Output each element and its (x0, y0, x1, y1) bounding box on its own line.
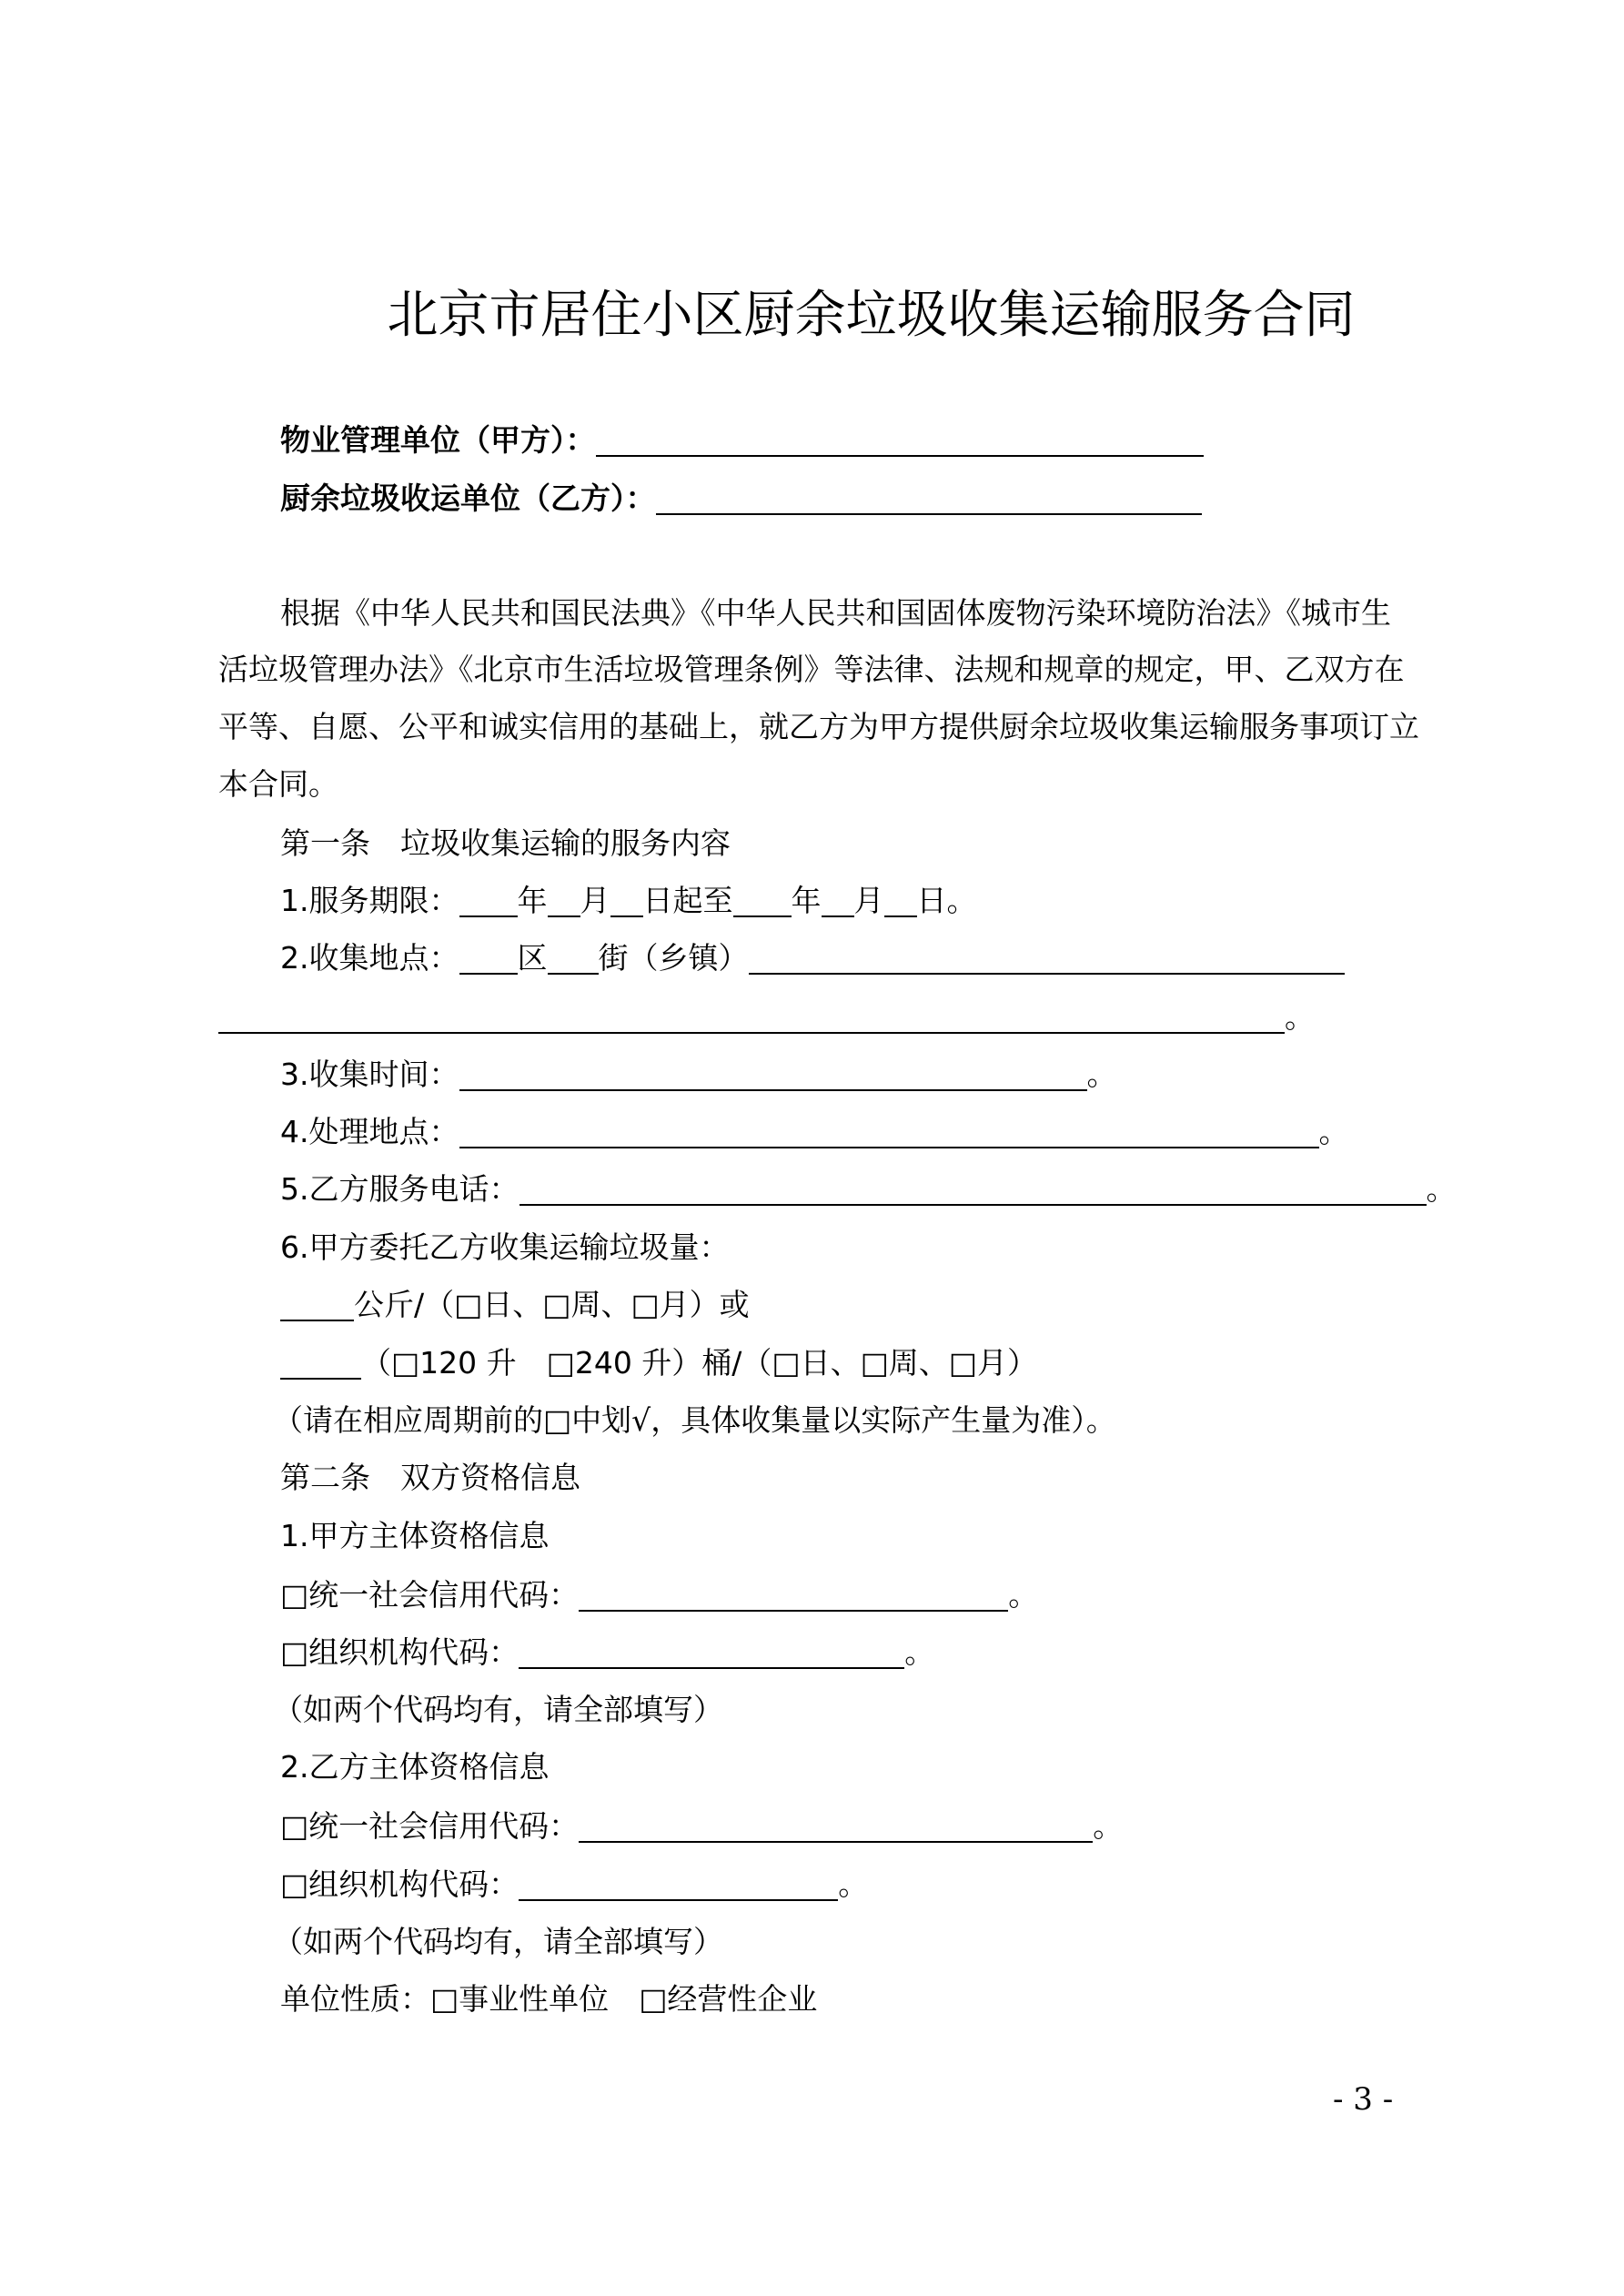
blank[interactable] (579, 1579, 1008, 1612)
label: 公斤/（□日、□周、□月）或 (354, 1287, 750, 1322)
preamble-line: 平等、自愿、公平和诚实信用的基础上，就乙方为甲方提供厨余垃圾收集运输服务事项订立 (218, 709, 1419, 744)
label: 。 (904, 1634, 935, 1670)
label: 单位性质： (280, 1981, 430, 2017)
party-a-note: （如两个代码均有，请全部填写） (273, 1692, 723, 1727)
blank[interactable] (519, 1173, 1427, 1206)
label: 3.收集时间： (280, 1057, 459, 1092)
label: 1.服务期限： (280, 883, 459, 918)
label: 日起至 (642, 883, 733, 918)
blank[interactable] (280, 1347, 361, 1380)
blank[interactable] (749, 942, 1345, 975)
party-b-blank[interactable] (656, 482, 1202, 515)
blank[interactable] (459, 1058, 1087, 1091)
label: 。 (1008, 1577, 1039, 1613)
label: 月 (853, 883, 884, 918)
party-b-field (280, 479, 1202, 519)
label: □统一社会信用代码： (280, 1577, 580, 1613)
blank[interactable] (459, 885, 518, 917)
blank[interactable] (733, 885, 792, 917)
blank[interactable] (519, 1868, 838, 1901)
service-period (280, 881, 977, 921)
blank[interactable] (280, 1289, 354, 1321)
party-b-note: （如两个代码均有，请全部填写） (273, 1924, 723, 1959)
label: 日。 (916, 883, 977, 918)
label: 年 (517, 883, 548, 918)
label: （□120 升 □240 升）桶/（□日、□周、□月） (361, 1345, 1037, 1381)
preamble-line: 根据《中华人民共和国民法典》《中华人民共和国固体废物污染环境防治法》《城市生 (280, 595, 1391, 631)
party-b-org-code (280, 1865, 868, 1905)
preamble-line: 本合同。 (218, 766, 338, 802)
waste-kg (280, 1285, 750, 1325)
waste-bucket (280, 1343, 1037, 1383)
collection-location (280, 938, 1345, 978)
article-1-heading: 第一条 垃圾收集运输的服务内容 (280, 825, 731, 861)
page-number: - 3 - (1333, 2081, 1394, 2118)
label: □组织机构代码： (280, 1634, 519, 1670)
preamble-line: 活垃圾管理办法》《北京市生活垃圾管理条例》等法律、法规和规章的规定，甲、乙双方在 (218, 652, 1405, 687)
party-a-credit-code (280, 1575, 1038, 1615)
label: 。 (1318, 1114, 1349, 1149)
party-b-info-heading: 2.乙方主体资格信息 (280, 1749, 550, 1785)
label: 年 (791, 883, 822, 918)
blank[interactable] (579, 1810, 1093, 1843)
party-b-credit-code (280, 1806, 1123, 1846)
blank[interactable] (548, 942, 599, 975)
service-phone (280, 1169, 1457, 1209)
blank[interactable] (822, 885, 854, 917)
blank[interactable] (459, 942, 518, 975)
label: □统一社会信用代码： (280, 1808, 580, 1844)
label: 。 (1093, 1808, 1124, 1844)
article-2-heading: 第二条 双方资格信息 (280, 1460, 580, 1495)
label: 街（乡镇） (598, 940, 749, 976)
label: □组织机构代码： (280, 1866, 519, 1902)
label: 。 (838, 1866, 869, 1902)
collection-location-cont (218, 997, 1315, 1037)
blank[interactable] (218, 1001, 1285, 1034)
collection-time (280, 1055, 1117, 1095)
blank[interactable] (459, 1116, 1319, 1148)
party-a-info-heading: 1.甲方主体资格信息 (280, 1518, 550, 1553)
page-title: 北京市居住小区厨余垃圾收集运输服务合同 (387, 286, 1356, 345)
party-a-blank[interactable] (596, 424, 1204, 457)
party-a-org-code (280, 1633, 934, 1673)
label: 月 (580, 883, 610, 918)
blank[interactable] (884, 885, 917, 917)
option-public-institution[interactable]: □事业性单位 (430, 1981, 610, 2017)
party-b-label: 厨余垃圾收运单位（乙方）： (280, 480, 656, 516)
blank[interactable] (548, 885, 580, 917)
disposal-location (280, 1112, 1349, 1152)
label: 。 (1426, 1171, 1457, 1207)
party-a-label: 物业管理单位（甲方）： (280, 422, 596, 458)
waste-note: （请在相应周期前的□中划√，具体收集量以实际产生量为准）。 (273, 1402, 1116, 1438)
label: 。 (1086, 1057, 1117, 1092)
blank[interactable] (610, 885, 643, 917)
label: 2.收集地点： (280, 940, 459, 976)
label: 5.乙方服务电话： (280, 1171, 519, 1207)
unit-nature (280, 1979, 817, 2019)
label: 区 (517, 940, 548, 976)
label: 。 (1285, 999, 1315, 1035)
party-a-field (280, 420, 1204, 460)
option-business[interactable]: □经营性企业 (639, 1981, 818, 2017)
blank[interactable] (519, 1636, 904, 1669)
label: 4.处理地点： (280, 1114, 459, 1149)
waste-volume-heading: 6.甲方委托乙方收集运输垃圾量： (280, 1229, 730, 1265)
